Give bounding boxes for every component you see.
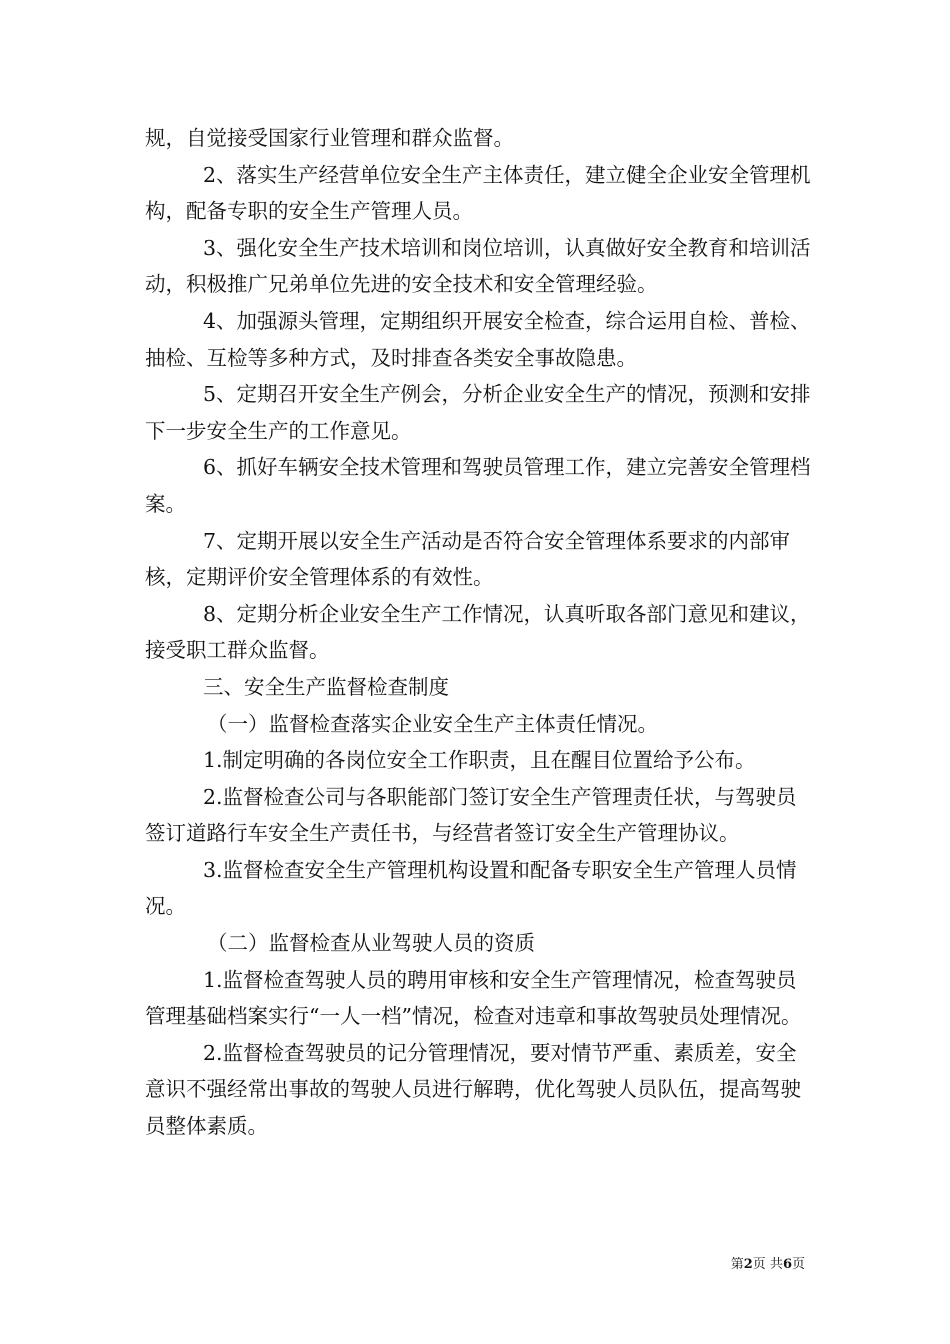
paragraph-subitem-1-3: 3.监督检查安全生产管理机构设置和配备专职安全生产管理人员情况。 <box>145 857 797 919</box>
footer-prefix: 第 <box>730 1257 744 1272</box>
paragraph-item-6: 6、抓好车辆安全技术管理和驾驶员管理工作，建立完善安全管理档案。 <box>145 455 811 516</box>
document-body <box>145 120 815 1145</box>
paragraph-subitem-1-1: 1.制定明确的各岗位安全工作职责，且在醒目位置给予公布。 <box>203 748 756 773</box>
subsection-heading-2: （二）监督检查从业驾驶人员的资质 <box>207 931 535 956</box>
paragraph-item-8: 8、定期分析企业安全生产工作情况，认真听取各部门意见和建议，接受职工群众监督。 <box>145 601 811 663</box>
paragraph-subitem-1-2: 2.监督检查公司与各职能部门签订安全生产管理责任状，与驾驶员签订道路行车安全生产责任书，与经营者签订安全生产管理协议。 <box>145 784 797 846</box>
section-heading-3: 三、安全生产监督检查制度 <box>203 674 449 699</box>
paragraph-item-7: 7、定期开展以安全生产活动是否符合安全管理体系要求的内部审核，定期评价安全管理体系的有效性。 <box>145 528 791 590</box>
paragraph-item-5: 5、定期召开安全生产例会，分析企业安全生产的情况，预测和安排下一步安全生产的工作意见。 <box>145 382 811 443</box>
footer-suffix: 页 <box>791 1257 805 1272</box>
paragraph-item-3: 3、强化安全生产技术培训和岗位培训，认真做好安全教育和培训活动，积极推广兄弟单位先进的安全技术和安全管理经验。 <box>145 235 811 297</box>
paragraph-subitem-2-1: 1.监督检查驾驶人员的聘用审核和安全生产管理情况，检查驾驶员管理基础档案实行“一人一档”情况，检查对违章和事故驾驶员处理情况。 <box>145 967 802 1029</box>
paragraph-item-2: 2、落实生产经营单位安全生产主体责任，建立健全企业安全管理机构，配备专职的安全生产管理人员。 <box>145 162 811 224</box>
subsection-heading-1: （一）监督检查落实企业安全生产主体责任情况。 <box>207 711 658 736</box>
paragraph-item-4: 4、加强源头管理，定期组织开展安全检查，综合运用自检、普检、抽检、互检等多种方式，及时排查各类安全事故隐患。 <box>145 308 811 370</box>
footer-middle: 页 共 <box>752 1257 783 1272</box>
current-page-number: 2 <box>743 1257 753 1272</box>
paragraph-continuation: 规，自觉接受国家行业管理和群众监督。 <box>145 126 514 150</box>
paragraph-subitem-2-2: 2.监督检查驾驶员的记分管理情况，要对情节严重、素质差，安全意识不强经常出事故的驾驶人员进行解聘，优化驾驶人员队伍，提高驾驶员整体素质。 <box>145 1040 801 1139</box>
total-pages-number: 6 <box>782 1257 792 1272</box>
page-footer <box>731 1253 805 1272</box>
